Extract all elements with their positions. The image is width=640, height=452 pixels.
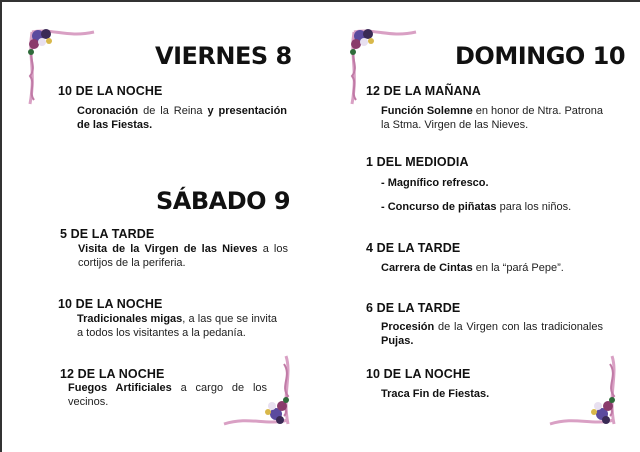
event-description: Procesión de la Virgen con las tradicionales Pujas. <box>381 321 603 347</box>
floral-corner-ornament-icon <box>220 354 300 430</box>
day-title-viernes: VIERNES 8 <box>155 42 292 70</box>
event-description: Visita de la Virgen de las Nieves a los cortijos de la periferia. <box>78 243 288 269</box>
event-description: Fuegos Artificiales a cargo de los vecinos. <box>68 382 267 408</box>
floral-corner-ornament-icon <box>546 354 626 430</box>
event-description: Coronación de la Reina y presentación de las Fiestas. <box>77 105 288 131</box>
event-list-item: - Concurso de piñatas para los niños. <box>381 201 572 213</box>
day-title-domingo: DOMINGO 10 <box>455 42 626 70</box>
event-description: Traca Fin de Fiestas. <box>381 388 490 400</box>
event-time: 10 DE LA NOCHE <box>58 297 163 311</box>
event-description: Función Solemne en honor de Ntra. Patrona la Stma. Virgen de las Nieves. <box>381 105 603 131</box>
event-time: 6 DE LA TARDE <box>366 301 461 315</box>
event-time: 5 DE LA TARDE <box>60 227 155 241</box>
event-time: 1 DEL MEDIODIA <box>366 155 469 169</box>
event-time: 12 DE LA NOCHE <box>60 367 165 381</box>
event-time: 12 DE LA MAÑANA <box>366 84 481 98</box>
event-description: Carrera de Cintas en la “pará Pepe”. <box>381 262 564 274</box>
event-time: 10 DE LA NOCHE <box>58 84 163 98</box>
event-time: 10 DE LA NOCHE <box>366 367 471 381</box>
day-title-sabado: SÁBADO 9 <box>156 187 291 215</box>
event-description: Tradicionales migas, a las que se invita a todos los visitantes a la pedanía. <box>77 313 278 339</box>
event-list-item: - Magnífico refresco. <box>381 177 489 189</box>
event-time: 4 DE LA TARDE <box>366 241 461 255</box>
right-page <box>320 0 640 452</box>
